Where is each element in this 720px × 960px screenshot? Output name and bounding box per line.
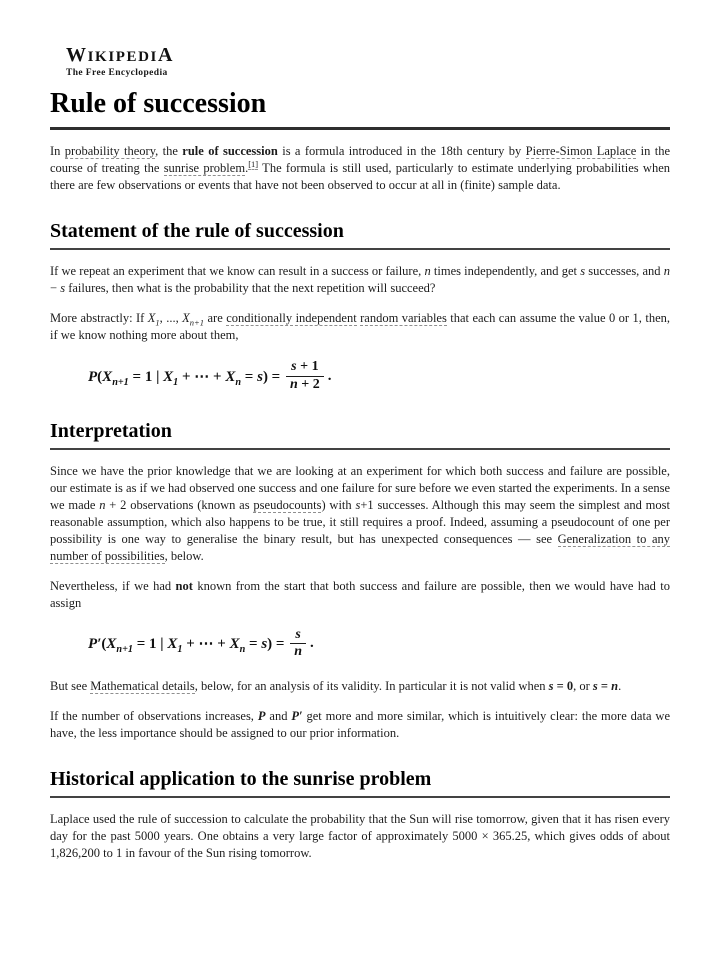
formula-period: .	[327, 367, 332, 384]
fraction-numerator: s + 1	[291, 359, 319, 374]
section-heading-statement: Statement of the rule of succession	[50, 220, 670, 250]
interpretation-paragraph-4: If the number of observations increases, P and P′ get more and more similar, which is intuitively clear: the more data we have, the less importance should be assigned to our prior information.	[50, 709, 670, 741]
wikipedia-wordmark: WIKIPEDIA	[66, 44, 175, 66]
interpretation-paragraph-1: Since we have the prior knowledge that we are looking at an experiment for which both success and failure are possible, our estimate is as if we had observed one success and one failure for sure before we even started the experiments. In a sense we made n + 2 observations (known as pseudocounts) with s+1 successes. Although this may seem the simplest and most reasonable assumption, which also happens to be true, it still requires a proof. Indeed, assuming a pseudocount of one per possibility is one way to generalise the binary result, but has unexpected consequences — see Generalization to any number of possibilities, below.	[50, 463, 670, 563]
formula-naive-rule	[88, 627, 670, 662]
interpretation-paragraph-2: Nevertheless, if we had not known from the start that both success and failure are possible, then we would have had to assign	[50, 578, 670, 610]
wiki-link[interactable]: Pierre-Simon Laplace	[525, 144, 637, 158]
historical-paragraph-1: Laplace used the rule of succession to calculate the probability that the Sun will rise tomorrow, given that it has risen every day for the past 5000 years. One obtains a very large factor of approximately 5000 × 365.25, which gives odds of about 1,826,200 to 1 in favour of the Sun rising tomorrow.	[50, 812, 670, 861]
fraction-numerator: s	[295, 626, 301, 642]
interpretation-paragraph-3: But see Mathematical details, below, for an analysis of its validity. In particular it is not valid when s = 0, or s = n.	[50, 679, 622, 694]
intro-paragraph: In probability theory, the rule of succession is a formula introduced in the 18th century by Pierre-Simon Laplace in the course of treating the sunrise problem.[1] The formula is still used, particularly to estimate underlying probabilities when there are few observations or events that have not been observed to occur at all in (finite) sample data.	[50, 144, 671, 192]
fraction-denominator: n	[290, 643, 306, 661]
wiki-link[interactable]: sunrise problem	[163, 161, 246, 175]
formula-period: .	[310, 635, 314, 652]
wiki-link[interactable]: pseudocounts	[253, 497, 322, 512]
formula-lhs: $P(X_{n+1} = 1$ | $X_1$ + ⋯ + $X_n = s$) =	[88, 368, 284, 388]
formula-lhs: $P'(X_{n+1} = 1$ | $X_1$ + ⋯ + $X_n = s$) =	[88, 636, 289, 656]
wikipedia-logo	[66, 44, 670, 78]
wikipedia-tagline: The Free Encyclopedia	[66, 68, 168, 78]
statement-paragraph-2: More abstractly: If $X_1$, ..., $X_{n+1}$ are conditionally independent random variables that each can assume the value 0 or 1, then, if we know nothing more about them,	[50, 311, 670, 342]
wiki-link[interactable]: conditionally independent	[226, 311, 357, 325]
formula-rule-of-succession	[88, 359, 670, 394]
wiki-link[interactable]: probability theory	[64, 144, 156, 158]
formula-fraction	[286, 359, 324, 394]
reference-link[interactable]: [1]	[248, 158, 259, 169]
fraction-denominator: n + 2	[286, 376, 324, 394]
wiki-link[interactable]: random variables	[360, 311, 447, 325]
wiki-link[interactable]: Generalization to any number of possibilities	[50, 531, 670, 563]
wiki-link[interactable]: Mathematical details	[90, 679, 195, 694]
section-heading-historical: Historical application to the sunrise problem	[50, 768, 670, 798]
formula-fraction	[290, 627, 306, 662]
section-heading-interpretation: Interpretation	[50, 420, 670, 450]
page-title: Rule of succession	[50, 88, 670, 130]
statement-paragraph-1: If we repeat an experiment that we know can result in a success or failure, n times independently, and get s successes, and n − s failures, then what is the probability that the next repetition will succeed?	[50, 264, 670, 295]
